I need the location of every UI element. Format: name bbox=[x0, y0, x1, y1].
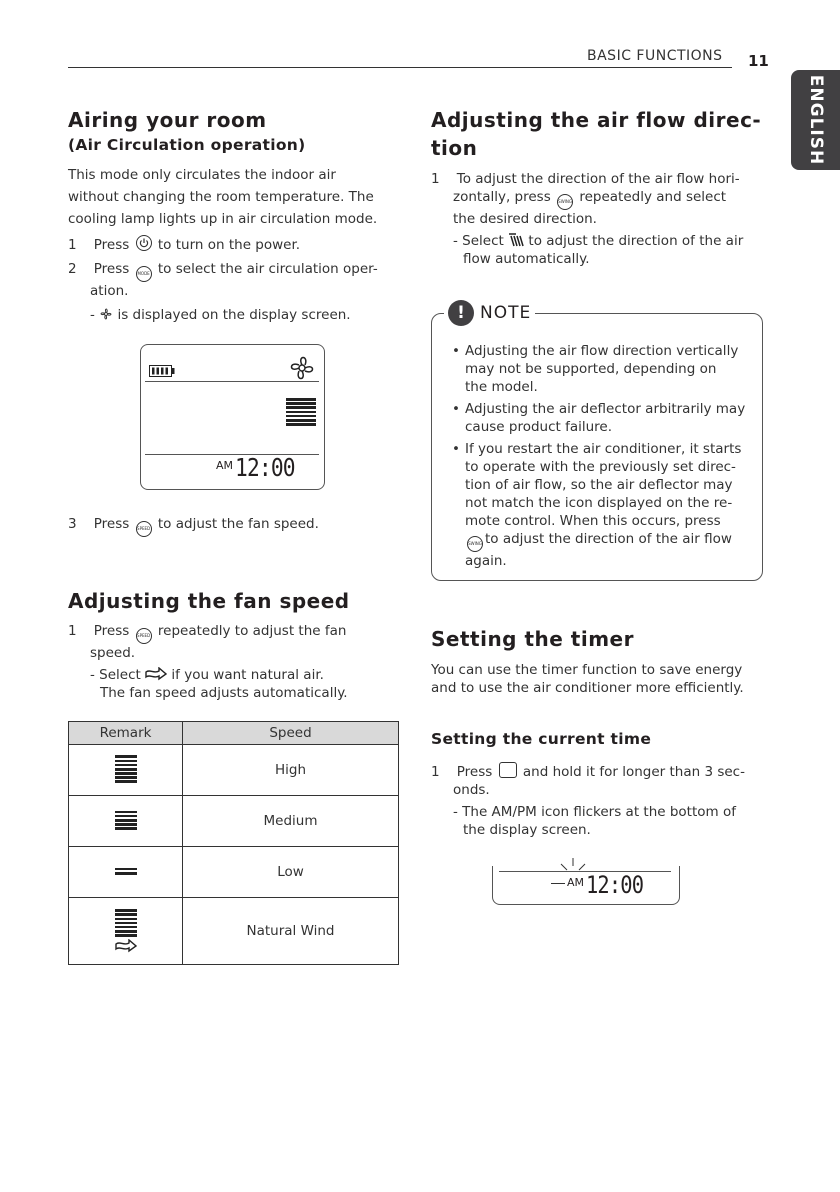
step-text: - Select bbox=[453, 233, 504, 249]
table-header-remark: Remark bbox=[69, 722, 183, 745]
list-item: • Adjusting the air deflector arbitrarily may cause product failure. bbox=[448, 400, 758, 436]
flicker-dash bbox=[551, 883, 565, 884]
intro-line: This mode only circulates the indoor air bbox=[68, 167, 336, 183]
list-item: • Adjusting the air flow direction vertically may not be supported, depending on the model. bbox=[448, 342, 758, 396]
list-item: • If you restart the air conditioner, it starts to operate with the previously set direc- tion of air flow, so the air deflector may not match the icon displayed on the re- mote control. When this occurs, press SWING to adjust the direction of the air flow again. bbox=[448, 440, 758, 570]
fan-speed-button-icon: SPEED bbox=[136, 628, 152, 644]
step-text: repeatedly and select bbox=[579, 189, 727, 205]
airing-title: Airing your room bbox=[68, 108, 267, 132]
step-text: ation. bbox=[90, 283, 129, 299]
comfort-cancel-button-icon bbox=[499, 762, 517, 778]
swing-button-icon: SWING bbox=[557, 194, 573, 210]
swing-button-icon: SWING bbox=[467, 536, 483, 552]
step-text: to adjust the direction of the air flow bbox=[485, 531, 732, 547]
step-number: 1 bbox=[68, 237, 77, 253]
airing-intro bbox=[68, 164, 377, 230]
fan-icon bbox=[99, 307, 117, 323]
speed-icon-cell bbox=[69, 847, 183, 898]
language-tab bbox=[791, 70, 840, 170]
lcd-am-label: AM bbox=[216, 459, 234, 472]
note-list bbox=[448, 342, 758, 574]
step-text: to adjust the fan speed. bbox=[157, 516, 319, 532]
low-speed-icon bbox=[115, 868, 137, 875]
step-text: to select the air circulation oper- bbox=[157, 261, 378, 277]
airflow-title-line-2: tion bbox=[431, 136, 478, 160]
airing-step-2 bbox=[68, 260, 378, 324]
step-number: 3 bbox=[68, 516, 77, 532]
note-box bbox=[431, 303, 763, 581]
lcd-time: 12:00 bbox=[235, 453, 295, 482]
fan-step-1 bbox=[68, 622, 348, 702]
fan-speed-title: Adjusting the fan speed bbox=[68, 589, 350, 613]
page-number: 11 bbox=[748, 52, 769, 70]
high-speed-icon bbox=[115, 755, 137, 783]
speed-icon-cell bbox=[69, 796, 183, 847]
fan-speed-table bbox=[68, 721, 399, 965]
step-text: flow automatically. bbox=[463, 251, 590, 267]
step-text: speed. bbox=[90, 645, 136, 661]
step-number: 1 bbox=[431, 764, 440, 780]
step-text: again. bbox=[465, 553, 507, 569]
battery-icon bbox=[149, 365, 175, 377]
lcd-time: 12:00 bbox=[586, 871, 644, 899]
speed-label: Low bbox=[183, 847, 399, 898]
timer-title: Setting the timer bbox=[431, 627, 634, 651]
language-tab-label: ENGLISH bbox=[805, 74, 826, 166]
speed-icon-cell bbox=[69, 898, 183, 965]
current-time-subtitle: Setting the current time bbox=[431, 730, 652, 748]
airflow-step-1 bbox=[431, 170, 743, 268]
step-text: to adjust the direction of the air bbox=[528, 233, 744, 249]
step-text: the display screen. bbox=[463, 822, 591, 838]
airflow-title-line-1: Adjusting the air flow direc- bbox=[431, 108, 762, 132]
fan-display-icon bbox=[287, 353, 317, 383]
step-text: to turn on the power. bbox=[157, 237, 301, 253]
airing-step-3 bbox=[68, 513, 319, 537]
table-header-row bbox=[69, 722, 399, 745]
natural-wind-speed-icon bbox=[115, 909, 137, 953]
step-text: Press bbox=[93, 261, 130, 277]
speed-label: High bbox=[183, 745, 399, 796]
step-text: Press bbox=[93, 623, 130, 639]
step-number: 1 bbox=[68, 623, 77, 639]
sub-dash: - bbox=[90, 307, 95, 323]
step-text: zontally, press bbox=[453, 189, 551, 205]
note-label: NOTE bbox=[480, 303, 532, 323]
speed-label: Medium bbox=[183, 796, 399, 847]
step-text: is displayed on the display screen. bbox=[117, 307, 351, 323]
natural-wind-icon bbox=[145, 667, 171, 683]
step-number: 1 bbox=[431, 171, 440, 187]
exclamation-icon: ! bbox=[448, 300, 474, 326]
note-header bbox=[444, 300, 535, 326]
header-rule bbox=[68, 67, 732, 68]
step-text: The fan speed adjusts automatically. bbox=[100, 685, 348, 701]
fan-speed-bars bbox=[286, 398, 316, 427]
step-text: - The AM/PM icon flickers at the bottom of bbox=[453, 804, 736, 820]
table-row bbox=[69, 745, 399, 796]
step-text: and hold it for longer than 3 sec- bbox=[522, 764, 745, 780]
speed-icon-cell bbox=[69, 745, 183, 796]
step-text: - Select bbox=[90, 667, 141, 683]
table-header-speed: Speed bbox=[183, 722, 399, 745]
step-text: Press bbox=[93, 516, 130, 532]
fan-speed-button-icon: SPEED bbox=[136, 521, 152, 537]
airing-step-1 bbox=[68, 234, 300, 256]
lcd-display-time bbox=[492, 866, 680, 905]
table-row bbox=[69, 898, 399, 965]
section-header: BASIC FUNCTIONS bbox=[587, 48, 723, 64]
timer-step-1 bbox=[431, 762, 745, 839]
power-button-icon bbox=[136, 235, 152, 251]
intro-line: without changing the room temperature. The bbox=[68, 189, 374, 205]
step-text: if you want natural air. bbox=[171, 667, 324, 683]
table-row bbox=[69, 796, 399, 847]
step-text: onds. bbox=[453, 782, 490, 798]
lcd-divider bbox=[145, 381, 319, 382]
mode-button-icon: MODE bbox=[136, 266, 152, 282]
speed-label: Natural Wind bbox=[183, 898, 399, 965]
step-text: To adjust the direction of the air flow hori- bbox=[456, 171, 740, 187]
airing-subtitle: (Air Circulation operation) bbox=[68, 136, 306, 154]
timer-intro bbox=[431, 661, 744, 697]
step-text: repeatedly to adjust the fan bbox=[157, 623, 347, 639]
step-number: 2 bbox=[68, 261, 77, 277]
lcd-am-label: AM bbox=[567, 876, 585, 889]
table-row bbox=[69, 847, 399, 898]
medium-speed-icon bbox=[115, 811, 137, 830]
intro-line: and to use the air conditioner more efficiently. bbox=[431, 680, 744, 696]
auto-swing-icon bbox=[508, 233, 528, 249]
intro-line: cooling lamp lights up in air circulation mode. bbox=[68, 211, 378, 227]
intro-line: You can use the timer function to save energy bbox=[431, 662, 743, 678]
step-text: the desired direction. bbox=[453, 211, 597, 227]
lcd-display-circulation bbox=[140, 344, 325, 490]
step-text: Press bbox=[93, 237, 130, 253]
step-text: Press bbox=[456, 764, 493, 780]
